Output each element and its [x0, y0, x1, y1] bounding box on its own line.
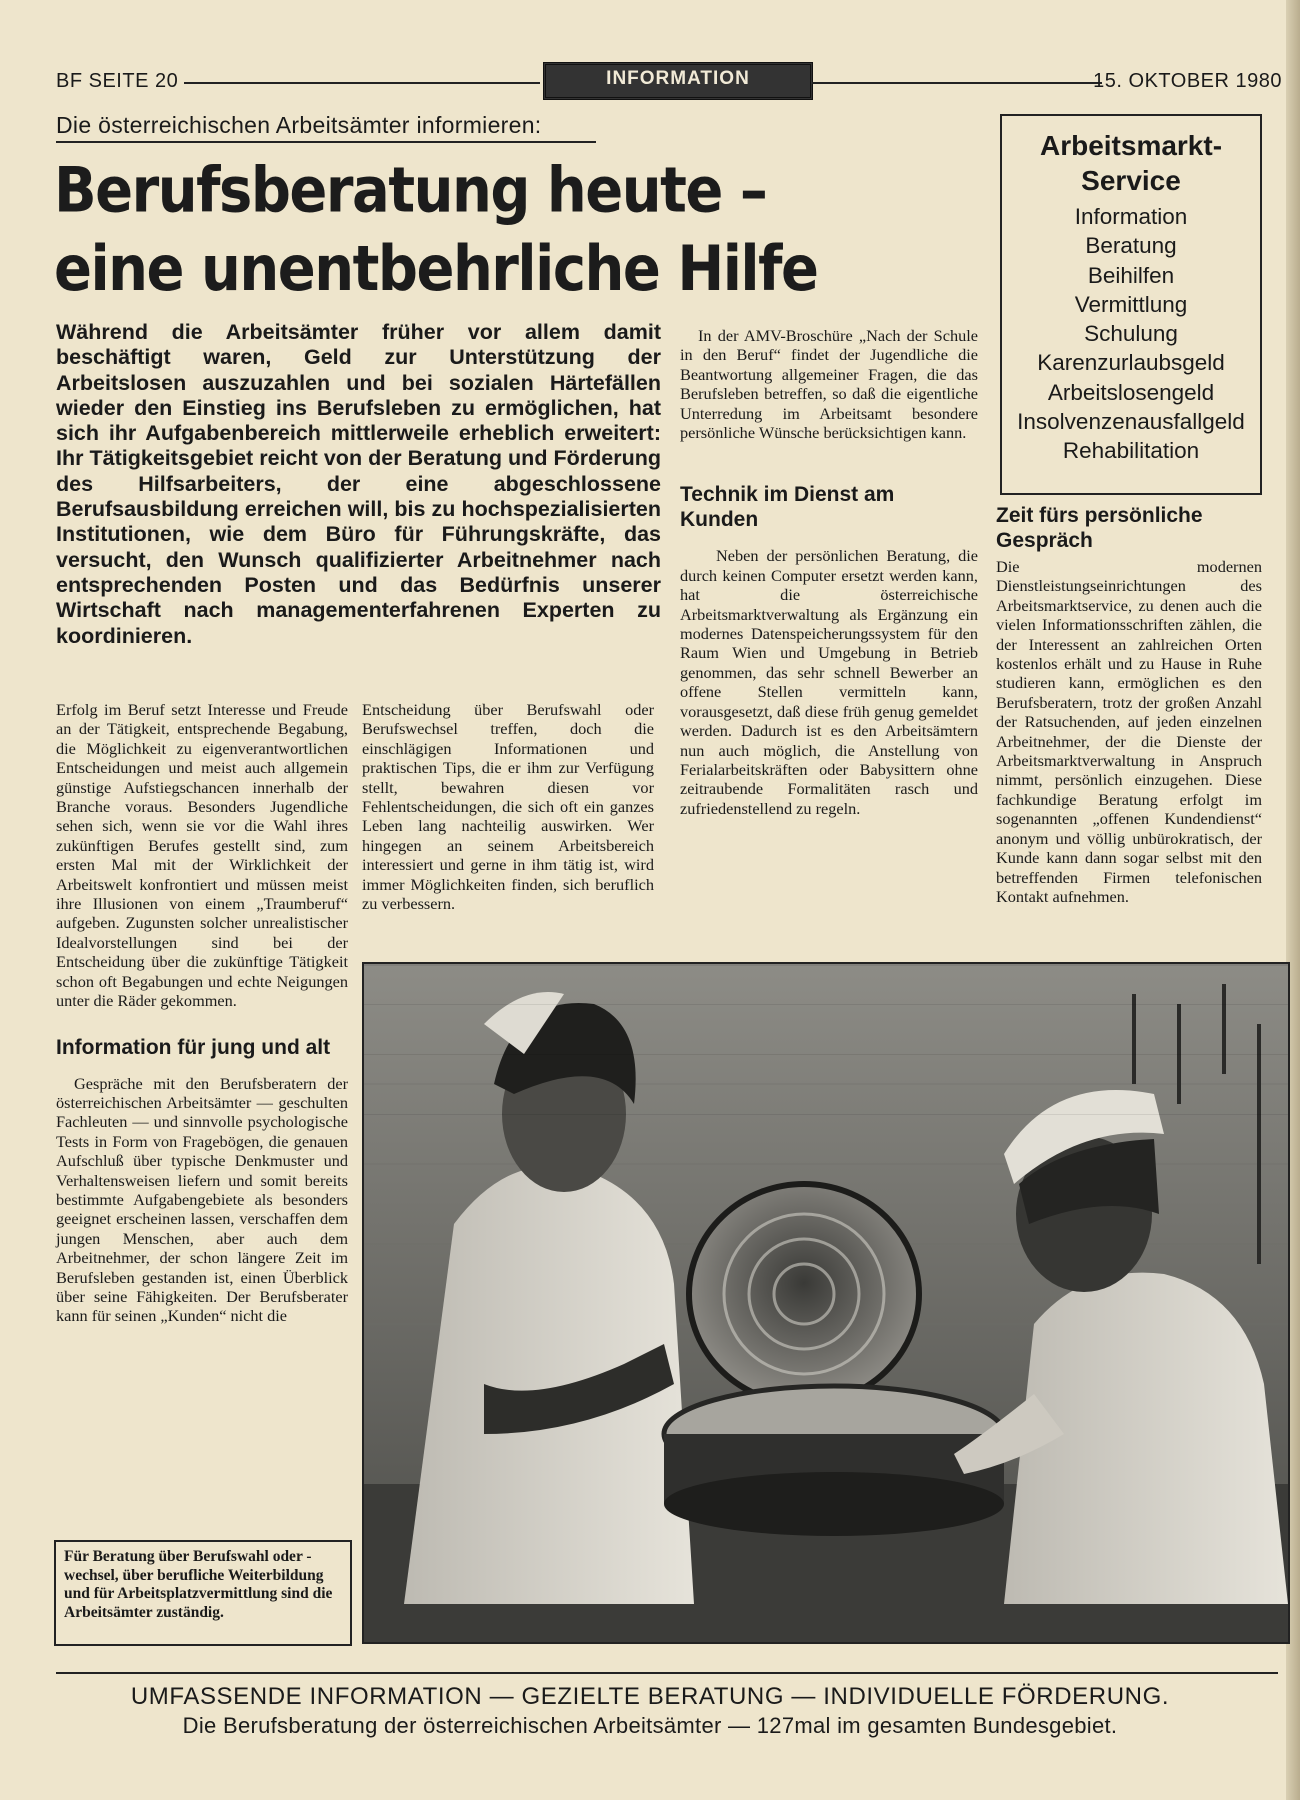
column-3 [680, 326, 978, 818]
kicker: Die österreichischen Arbeitsämter informieren: [56, 112, 542, 138]
service-item: Beihilfen [1087, 262, 1175, 288]
column-2-paragraph-1: Entscheidung über Berufswahl oder Berufswechsel treffen, doch die einschlägigen Informationen und praktischen Tips, die er ihm zur Verfügung stellt, bewahren diesen vor Fehlentscheidungen, die sich oft ein ganzes Leben lang nachteilig auswirken. Wer hingegen an seinem Arbeitsbereich interessiert und gerne in ihm tätig ist, wird immer Möglichkeiten finden, sich beruflich zu verbessern. [362, 700, 654, 914]
header-rule-right [812, 82, 1102, 84]
page-number: BF SEITE 20 [56, 70, 179, 92]
service-list [1002, 202, 1260, 466]
subheading-technik: Technik im Dienst am Kunden [680, 483, 895, 532]
photo-caption-box [54, 1540, 352, 1646]
service-item: Arbeitslosengeld [1047, 379, 1215, 405]
issue-date: 15. OKTOBER 1980 [1093, 70, 1282, 92]
subheading-zeit: Zeit fürs persönliche Gespräch [996, 504, 1203, 552]
column-1 [56, 700, 348, 1326]
footer-rule [56, 1672, 1278, 1674]
header-rule-left [184, 82, 540, 84]
photo-illustration [364, 964, 1288, 1642]
section-label-box [543, 62, 813, 100]
service-box [1000, 114, 1262, 495]
service-item: Information [1074, 204, 1188, 229]
headline: Berufsberatung heute – eine unentbehrliche Hilfe [54, 154, 818, 306]
column-1-paragraph-1: Erfolg im Beruf setzt Interesse und Freude an der Tätigkeit, entsprechende Begabung, die Möglichkeit zu eigenverantwortlichen Entscheidungen und meist auch allgemein günstige Aufstiegschancen innerhalb der Branche voraus. Besonders Jugendliche sehen sich, wenn sie vor die Wahl ihres zukünftigen Berufes gestellt sind, zum ersten Mal mit der Wirklichkeit der Arbeitswelt konfrontiert und müssen meist ihre Illusionen von einem „Traumberuf“ aufgeben. Zugunsten solcher unrealistischer Idealvorstellungen sind bei der Entscheidung über die zukünftige Tätigkeit schon oft Begabungen und echte Neigungen unter die Räder gekommen. [56, 700, 348, 1011]
service-item: Insolvenzenausfallgeld [1017, 409, 1245, 435]
column-2 [362, 700, 654, 913]
photo-two-women-kitchen [362, 962, 1290, 1644]
column-4-paragraph-1: Die modernen Dienstleistungseinrichtungen des Arbeitsmarktservice, zu denen auch die vielen Informationsschriften zählen, die der Interessent an zahlreichen Orten kostenlos erhält und zu Hause in Ruhe studieren kann, ermöglichen es den Berufsberatern, trotz der großen Anzahl der Ratsuchenden, auf jeden einzelnen Arbeitnehmer, der die Dienste der Arbeitsmarktverwaltung in Anspruch nimmt, persönlich einzugehen. Diese fachkundige Beratung erfolgt im sogenannten „offenen Kundendienst“ anonym und völlig unbürokratisch, der Kunde kann dann sogar selbst mit den betreffenden Firmen telefonischen Kontakt aufnehmen. [996, 557, 1262, 906]
kicker-underline [56, 141, 596, 143]
footer-slogan: UMFASSENDE INFORMATION — GEZIELTE BERATUNG — INDIVIDUELLE FÖRDERUNG. [130, 1683, 1170, 1710]
service-item: Beratung [1085, 233, 1177, 259]
service-item: Rehabilitation [1062, 438, 1200, 464]
column-3-paragraph-2: Neben der persönlichen Beratung, die durch keinen Computer ersetzt werden kann, hat die österreichische Arbeitsmarktverwaltung als Ergänzung ein modernes Datenspeicherungssystem für den Raum Wien und Umgebung in Betrieb genommen, das sehr schnell Bewerber an offene Stellen vermitteln kann, vorausgesetzt, daß diese früh genug gemeldet werden. Dadurch ist es den Arbeitsämtern nun auch möglich, die Anstellung von Ferialarbeitskräften oder Babysittern ohne zeitraubende Formalitäten rasch und zufriedenstellend zu regeln. [680, 546, 978, 818]
service-box-title: Arbeitsmarkt-Service [1039, 130, 1223, 196]
column-4 [996, 503, 1262, 906]
column-3-paragraph-1: In der AMV-Broschüre „Nach der Schule in den Beruf“ findet der Jugendliche die Beantwortung allgemeiner Fragen, die das Berufsleben betreffen, so daß die eigentliche Unterredung im Arbeitsamt besondere persönliche Wünsche berücksichtigen kann. [680, 326, 978, 443]
service-item: Vermittlung [1074, 291, 1188, 317]
lead-paragraph: Während die Arbeitsämter früher vor allem damit beschäftigt waren, Geld zur Unterstützung der Arbeitslosen auszuzahlen und bei sozialen Härtefällen wieder den Einstieg ins Berufsleben zu ermöglichen, hat sich ihr Aufgabenbereich mittlerweile erheblich erweitert: Ihr Tätigkeitsgebiet reicht von der Beratung und Förderung des Hilfsarbeiters, der eine abgeschlossene Berufsausbildung erreichen will, bis zu hochspezialisierten Institutionen, wie dem Büro für Führungskräfte, das versucht, den Wunsch qualifizierter Arbeitnehmer nach entsprechenden Posten und das Bedürfnis unserer Wirtschaft nach managementerfahrenen Experten zu koordinieren. [56, 320, 661, 648]
footer-tagline: Die Berufsberatung der österreichischen Arbeitsämter — 127mal im gesamten Bundesgebiet. [182, 1713, 1118, 1738]
subheading-information: Information für jung und alt [56, 1035, 331, 1059]
photo-caption: Für Beratung über Berufswahl oder -wechsel, über berufliche Weiterbildung und für Arbeitsplatzvermittlung sind die Arbeitsämter zuständig. [64, 1548, 333, 1621]
service-item: Schulung [1084, 321, 1178, 347]
column-1-paragraph-2: Gespräche mit den Berufsberatern der österreichischen Arbeitsämter — geschulten Fachleuten — und sinnvolle psychologische Tests in Form von Fragebögen, die genauen Aufschluß über typische Denkmuster und Verhaltensweisen liefern und somit bereits bestimmte Aufgabengebiete als besonders geeignet erscheinen lassen, verschaffen dem jungen Menschen, aber auch dem Arbeitnehmer, der schon längere Zeit im Berufsleben gestanden ist, einen Überblick über seine Fähigkeiten. Der Berufsberater kann für seinen „Kunden“ nicht die [56, 1073, 348, 1326]
service-item: Karenzurlaubsgeld [1037, 350, 1225, 376]
section-label: INFORMATION [606, 68, 750, 89]
